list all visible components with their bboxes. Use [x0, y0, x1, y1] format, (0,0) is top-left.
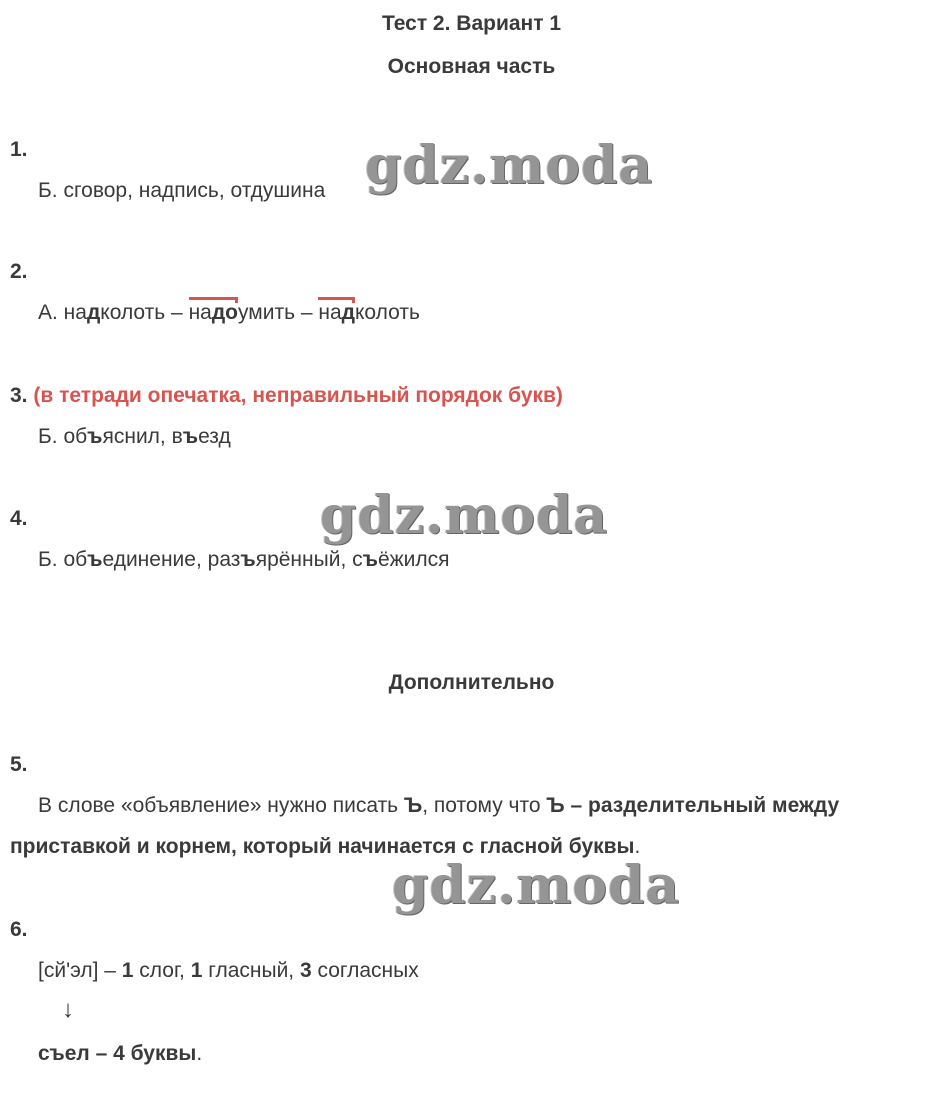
watermark-logo: gdz.moda — [365, 135, 654, 196]
question-number-3: 3. (в тетради опечатка, неправильный порядок букв) — [10, 384, 563, 407]
answer-2-part: умить – — [238, 301, 319, 324]
section-title-extra: Дополнительно — [388, 671, 555, 694]
down-arrow-icon: ↓ — [62, 996, 74, 1023]
watermark-logo: gdz.moda — [392, 855, 681, 916]
answer-2-letter: д — [86, 301, 101, 324]
answer-3: Б. объяснил, въезд — [38, 425, 231, 448]
answer-5-line-1: В слове «объявление» нужно писать Ъ, потому что Ъ – разделительный между — [38, 794, 840, 817]
prefix-mark: надо — [189, 301, 238, 325]
section-title-main: Основная часть — [387, 55, 556, 78]
question-number-5: 5. — [10, 753, 28, 776]
answer-1: Б. сговор, надпись, отдушина — [38, 179, 326, 202]
question-number-1: 1. — [10, 138, 28, 161]
typo-note: (в тетради опечатка, неправильный порядок букв) — [33, 384, 563, 407]
answer-2-part: А. на — [38, 301, 87, 324]
answer-2 — [38, 301, 420, 325]
letters-count-line: съел – 4 буквы. — [38, 1042, 203, 1065]
question-number-2: 2. — [10, 260, 28, 283]
answer-2-part: колоть – — [100, 301, 189, 324]
transcription-line: [сй'эл] – 1 слог, 1 гласный, 3 согласных — [38, 959, 419, 982]
answer-4: Б. объединение, разъярённый, съёжился — [38, 548, 450, 571]
watermark-logo: gdz.moda — [320, 485, 609, 546]
question-number-6: 6. — [10, 918, 28, 941]
answer-5-line-2: приставкой и корнем, который начинается с гласной буквы. — [10, 835, 641, 858]
answer-2-part: колоть — [354, 301, 420, 324]
page-title: Тест 2. Вариант 1 — [381, 12, 562, 35]
prefix-mark: над — [318, 301, 355, 325]
question-number-4: 4. — [10, 507, 28, 530]
